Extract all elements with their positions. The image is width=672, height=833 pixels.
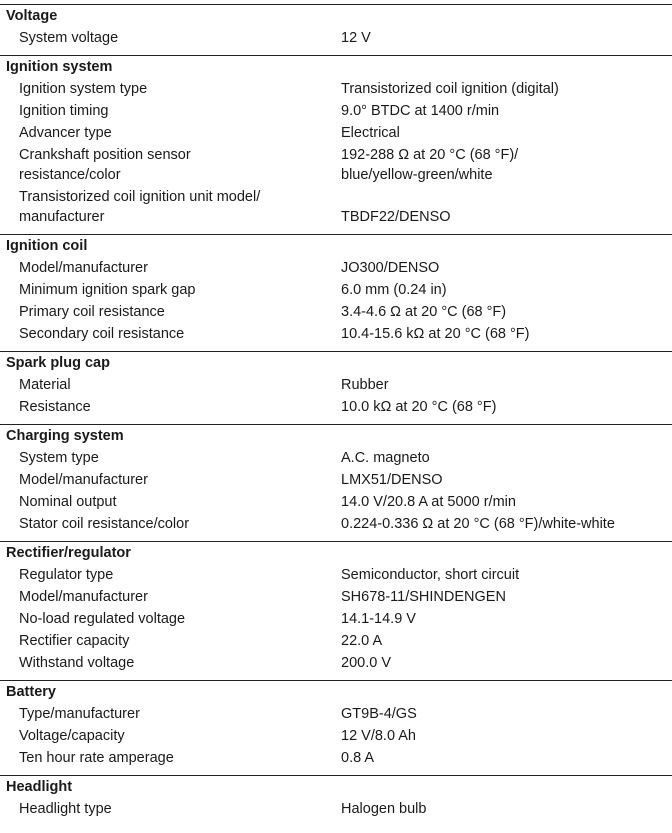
spec-label xyxy=(0,78,341,100)
spec-value xyxy=(341,144,672,186)
spec-value xyxy=(341,513,672,535)
spec-label-line: Rectifier capacity xyxy=(19,633,130,649)
spec-value-line: 14.1-14.9 V xyxy=(341,611,416,627)
spec-label xyxy=(0,374,341,396)
spec-value-line: Electrical xyxy=(341,125,400,141)
spec-label-line: Advancer type xyxy=(19,125,112,141)
spec-row xyxy=(0,100,672,122)
spec-value xyxy=(341,586,672,608)
spec-value-line: Semiconductor, short circuit xyxy=(341,567,520,583)
spec-row xyxy=(0,257,672,279)
section-title: Charging system xyxy=(6,428,124,444)
spec-value-line: Transistorized coil ignition (digital) xyxy=(341,81,559,97)
spec-label xyxy=(0,564,341,586)
section-title: Spark plug cap xyxy=(6,355,110,371)
spec-value-line: 12 V xyxy=(341,30,371,46)
spec-row xyxy=(0,798,672,820)
spec-label xyxy=(0,144,341,186)
spec-label xyxy=(0,586,341,608)
spec-value-line: blue/yellow-green/white xyxy=(341,167,493,183)
spec-label-line: Secondary coil resistance xyxy=(19,326,185,342)
spec-value xyxy=(341,447,672,469)
spec-row xyxy=(0,703,672,725)
spec-label xyxy=(0,186,341,228)
spec-row xyxy=(0,186,672,228)
spec-label xyxy=(0,323,341,345)
spec-row xyxy=(0,323,672,345)
spec-row xyxy=(0,747,672,769)
spec-value xyxy=(341,747,672,769)
spec-label xyxy=(0,652,341,674)
spec-label xyxy=(0,100,341,122)
spec-value xyxy=(341,323,672,345)
spec-value xyxy=(341,491,672,513)
spec-value xyxy=(341,257,672,279)
spec-row xyxy=(0,279,672,301)
spec-section xyxy=(0,4,672,55)
spec-value-line: A.C. magneto xyxy=(341,450,430,466)
spec-label-line: Crankshaft position sensor xyxy=(19,147,191,163)
spec-value-line: Halogen bulb xyxy=(341,801,427,817)
section-title: Ignition coil xyxy=(6,238,88,254)
spec-label-line: Withstand voltage xyxy=(19,655,135,671)
spec-row xyxy=(0,491,672,513)
spec-value xyxy=(341,725,672,747)
spec-label-line: Model/manufacturer xyxy=(19,589,148,605)
spec-value-line: 0.224-0.336 Ω at 20 °C (68 °F)/white-white xyxy=(341,516,615,532)
spec-value-line: 10.0 kΩ at 20 °C (68 °F) xyxy=(341,399,497,415)
spec-row xyxy=(0,396,672,418)
spec-row xyxy=(0,122,672,144)
spec-value-line: GT9B-4/GS xyxy=(341,706,417,722)
section-title: Headlight xyxy=(6,779,73,795)
spec-label-line: resistance/color xyxy=(19,167,121,183)
spec-label-line: Stator coil resistance/color xyxy=(19,516,190,532)
spec-section xyxy=(0,55,672,234)
spec-value xyxy=(341,469,672,491)
spec-section xyxy=(0,775,672,826)
spec-value xyxy=(341,703,672,725)
spec-value xyxy=(341,186,672,228)
spec-label xyxy=(0,703,341,725)
section-title: Battery xyxy=(6,684,56,700)
spec-label-line: System type xyxy=(19,450,99,466)
spec-value xyxy=(341,78,672,100)
spec-label xyxy=(0,798,341,820)
spec-label-line: Ignition system type xyxy=(19,81,148,97)
spec-label-line: Type/manufacturer xyxy=(19,706,140,722)
spec-label-line: Regulator type xyxy=(19,567,114,583)
spec-value xyxy=(341,564,672,586)
spec-row xyxy=(0,144,672,186)
spec-label-line: Ignition timing xyxy=(19,103,109,119)
spec-label xyxy=(0,396,341,418)
spec-label-line: Headlight type xyxy=(19,801,112,817)
spec-value xyxy=(341,279,672,301)
spec-value xyxy=(341,122,672,144)
spec-label xyxy=(0,608,341,630)
spec-value-line: 14.0 V/20.8 A at 5000 r/min xyxy=(341,494,516,510)
spec-label-line: Resistance xyxy=(19,399,91,415)
spec-value xyxy=(341,798,672,820)
spec-label-line: Primary coil resistance xyxy=(19,304,165,320)
spec-value-line: 0.8 A xyxy=(341,750,375,766)
spec-value-line: 6.0 mm (0.24 in) xyxy=(341,282,447,298)
spec-label-line: Model/manufacturer xyxy=(19,260,148,276)
spec-value-line xyxy=(341,188,672,206)
spec-row xyxy=(0,725,672,747)
spec-value-line: Rubber xyxy=(341,377,389,393)
spec-section xyxy=(0,541,672,680)
spec-value-line: SH678-11/SHINDENGEN xyxy=(341,589,506,605)
spec-label-line: Nominal output xyxy=(19,494,117,510)
spec-section xyxy=(0,234,672,351)
spec-label-line: Ten hour rate amperage xyxy=(19,750,174,766)
spec-value-line: LMX51/DENSO xyxy=(341,472,443,488)
spec-label xyxy=(0,279,341,301)
spec-row xyxy=(0,608,672,630)
spec-row xyxy=(0,27,672,49)
spec-value xyxy=(341,100,672,122)
spec-value-line: 192-288 Ω at 20 °C (68 °F)/ xyxy=(341,147,519,163)
spec-row xyxy=(0,586,672,608)
spec-row xyxy=(0,652,672,674)
spec-label-line: System voltage xyxy=(19,30,119,46)
spec-row xyxy=(0,513,672,535)
spec-label-line: Model/manufacturer xyxy=(19,472,148,488)
spec-row xyxy=(0,630,672,652)
spec-row xyxy=(0,447,672,469)
spec-label xyxy=(0,447,341,469)
spec-row xyxy=(0,564,672,586)
spec-value xyxy=(341,396,672,418)
spec-value-line: JO300/DENSO xyxy=(341,260,440,276)
spec-value-line: 12 V/8.0 Ah xyxy=(341,728,416,744)
spec-value-line: 3.4-4.6 Ω at 20 °C (68 °F) xyxy=(341,304,507,320)
spec-value xyxy=(341,301,672,323)
spec-label xyxy=(0,725,341,747)
spec-value xyxy=(341,630,672,652)
spec-label xyxy=(0,122,341,144)
spec-label-line: No-load regulated voltage xyxy=(19,611,186,627)
spec-label xyxy=(0,630,341,652)
spec-label xyxy=(0,257,341,279)
spec-label xyxy=(0,513,341,535)
spec-row xyxy=(0,301,672,323)
spec-label xyxy=(0,301,341,323)
spec-value-line: 9.0° BTDC at 1400 r/min xyxy=(341,103,500,119)
spec-section xyxy=(0,351,672,424)
spec-value-line: TBDF22/DENSO xyxy=(341,209,451,225)
spec-label-line: Material xyxy=(19,377,71,393)
section-title: Voltage xyxy=(6,8,58,24)
spec-label-line: manufacturer xyxy=(19,209,105,225)
spec-value xyxy=(341,652,672,674)
spec-value xyxy=(341,27,672,49)
spec-label xyxy=(0,469,341,491)
spec-value-line: 22.0 A xyxy=(341,633,383,649)
spec-label-line: Voltage/capacity xyxy=(19,728,125,744)
section-title: Ignition system xyxy=(6,59,113,75)
section-title: Rectifier/regulator xyxy=(6,545,131,561)
spec-label xyxy=(0,491,341,513)
spec-value xyxy=(341,374,672,396)
spec-label xyxy=(0,747,341,769)
spec-value-line: 200.0 V xyxy=(341,655,391,671)
spec-section xyxy=(0,680,672,775)
spec-row xyxy=(0,374,672,396)
spec-row xyxy=(0,78,672,100)
spec-value-line: 10.4-15.6 kΩ at 20 °C (68 °F) xyxy=(341,326,530,342)
spec-label xyxy=(0,27,341,49)
spec-section xyxy=(0,424,672,541)
spec-label-line: Minimum ignition spark gap xyxy=(19,282,196,298)
spec-row xyxy=(0,469,672,491)
spec-label-line: Transistorized coil ignition unit model/ xyxy=(19,189,261,205)
spec-value xyxy=(341,608,672,630)
